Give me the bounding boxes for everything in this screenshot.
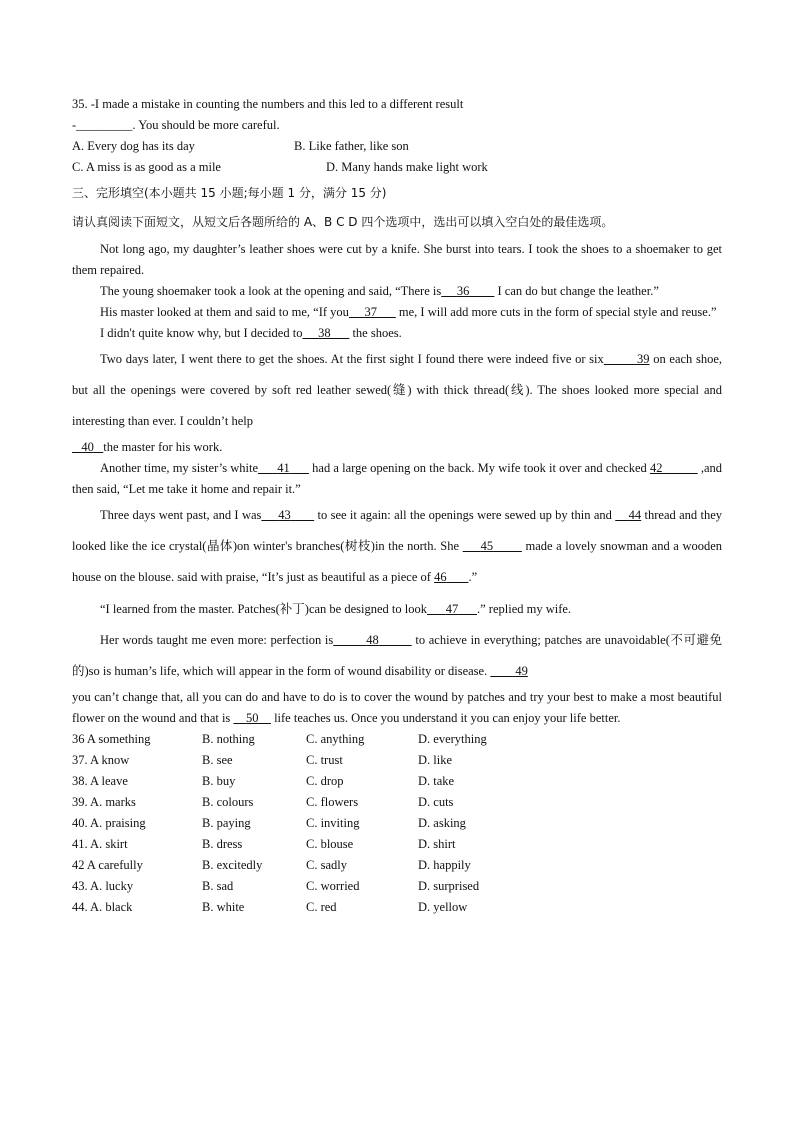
option-c: C. sadly <box>306 858 347 872</box>
option-c: C. inviting <box>306 816 360 830</box>
q35-option-c: C. A miss is as good as a mile <box>72 160 221 174</box>
blank-number: 37 <box>364 305 378 319</box>
q35-stem-line2: -_________. You should be more careful. <box>72 118 280 132</box>
passage-p5-cont <box>72 437 722 458</box>
options-42 <box>72 855 722 876</box>
q35-option-d: D. Many hands make light work <box>326 160 488 174</box>
option-b: B. nothing <box>202 732 255 746</box>
option-b: B. sad <box>202 879 234 893</box>
option-c: C. worried <box>306 879 360 893</box>
blank-38 <box>302 326 349 340</box>
text: life teaches us. Once you understand it you can enjoy your life better. <box>274 711 621 725</box>
option-a: 40. A. praising <box>72 816 146 830</box>
q35-options-row2 <box>72 157 722 178</box>
blank-48 <box>333 633 411 647</box>
passage-p6 <box>72 458 722 500</box>
text: the master for his work. <box>103 440 223 454</box>
option-a: 42 A carefully <box>72 858 143 872</box>
option-b: B. dress <box>202 837 243 851</box>
blank-45 <box>463 539 522 553</box>
text: His master looked at them and said to me, “If you <box>100 305 349 319</box>
text: the shoes. <box>352 326 402 340</box>
passage-p2 <box>72 281 722 302</box>
blank-number: 40 <box>81 440 94 454</box>
section-heading: 三、完形填空(本小题共 15 小题;每小题 1 分，满分 15 分) <box>72 186 387 200</box>
blank-49 <box>490 664 528 678</box>
blank-number: 43 <box>278 508 291 522</box>
blank-number: 44 <box>628 508 642 522</box>
passage-p5 <box>72 344 722 437</box>
passage-p3 <box>72 302 722 323</box>
passage-p7 <box>72 500 722 593</box>
blank-46 <box>434 570 468 584</box>
option-c: C. trust <box>306 753 343 767</box>
text: to achieve in everything; patches are unavoidable(不可避免的)so is human’s life, which will appear in the form of wound disability or disease. <box>72 633 723 678</box>
answer-options <box>72 729 722 918</box>
blank-37 <box>349 305 396 319</box>
option-b: B. colours <box>202 795 254 809</box>
options-43 <box>72 876 722 897</box>
blank-number: 39 <box>637 352 650 366</box>
text: ,and then said, “Let me take it home and repair it.” <box>72 461 723 496</box>
blank-number: 45 <box>480 539 494 553</box>
options-40 <box>72 813 722 834</box>
q35-option-a: A. Every dog has its day <box>72 139 195 153</box>
option-b: B. paying <box>202 816 251 830</box>
options-44 <box>72 897 722 918</box>
text: had a large opening on the back. My wife took it over and checked <box>312 461 647 475</box>
option-d: D. surprised <box>418 879 480 893</box>
options-38 <box>72 771 722 792</box>
text: .” <box>468 570 478 584</box>
options-39 <box>72 792 722 813</box>
passage-p8 <box>72 593 722 625</box>
option-c: C. anything <box>306 732 365 746</box>
blank-number: 46 <box>434 570 447 584</box>
blank-36 <box>441 284 494 298</box>
blank-number: 49 <box>515 664 528 678</box>
text: Three days went past, and I was <box>100 508 262 522</box>
passage-p9 <box>72 625 722 687</box>
option-a: 41. A. skirt <box>72 837 128 851</box>
options-36 <box>72 729 722 750</box>
passage-p4 <box>72 323 722 344</box>
blank-43 <box>261 508 314 522</box>
section-instruction: 请认真阅读下面短文，从短文后各题所给的 A、B C D 四个选项中，选出可以填入空白处的最佳选项。 <box>72 215 614 229</box>
blank-42 <box>650 461 698 475</box>
option-a: 36 A something <box>72 732 151 746</box>
blank-50 <box>233 711 271 725</box>
option-d: D. everything <box>418 732 487 746</box>
q35-stem-line1: 35. -I made a mistake in counting the numbers and this led to a different result <box>72 97 464 111</box>
q35-option-b: B. Like father, like son <box>294 139 409 153</box>
text: to see it again: all the openings were sewed up by thin and <box>317 508 612 522</box>
text: Two days later, I went there to get the shoes. At the first sight I found there were indeed five or six <box>100 352 604 366</box>
option-d: D. yellow <box>418 900 468 914</box>
text: I can do but change the leather.” <box>497 284 659 298</box>
text: .” replied my wife. <box>476 602 572 616</box>
option-a: 43. A. lucky <box>72 879 134 893</box>
text: Another time, my sister’s white <box>100 461 259 475</box>
text: Her words taught me even more: perfection is <box>100 633 334 647</box>
option-b: B. white <box>202 900 245 914</box>
cloze-passage <box>72 239 722 729</box>
option-b: B. see <box>202 753 233 767</box>
option-d: D. happily <box>418 858 471 872</box>
option-d: D. like <box>418 753 453 767</box>
blank-number: 42 <box>649 461 663 475</box>
blank-40 <box>72 440 103 454</box>
text: “I learned from the master. Patches(补丁)can be designed to look <box>100 602 427 616</box>
option-c: C. drop <box>306 774 344 788</box>
option-c: C. red <box>306 900 337 914</box>
option-c: C. flowers <box>306 795 359 809</box>
text: on each shoe, but all the openings were covered by soft red leather sewed(缝) with thick thread(线). The shoes looked more special and interesting than ever. I couldn’t help <box>72 352 723 428</box>
option-a: 39. A. marks <box>72 795 136 809</box>
option-d: D. asking <box>418 816 466 830</box>
options-41 <box>72 834 722 855</box>
blank-44 <box>615 508 641 522</box>
question-35 <box>72 94 722 178</box>
blank-number: 48 <box>366 633 379 647</box>
text: thread and they looked like the ice crystal(晶体)on winter's branches(树枝)in the north. She <box>72 508 723 553</box>
text: The young shoemaker took a look at the opening and said, “There is <box>100 284 442 298</box>
text: me, I will add more cuts in the form of special style and reuse.” <box>398 305 717 319</box>
option-b: B. excitedly <box>202 858 263 872</box>
option-d: D. take <box>418 774 455 788</box>
text: made a lovely snowman and a wooden house on the blouse. said with praise, “It’s just as beautiful as a piece of <box>72 539 723 584</box>
text: I didn't quite know why, but I decided to <box>100 326 303 340</box>
blank-number: 41 <box>277 461 290 475</box>
option-a: 44. A. black <box>72 900 133 914</box>
exam-page <box>72 94 722 918</box>
option-c: C. blouse <box>306 837 354 851</box>
options-37 <box>72 750 722 771</box>
blank-number: 47 <box>445 602 459 616</box>
option-a: 38. A leave <box>72 774 128 788</box>
blank-number: 38 <box>318 326 331 340</box>
q35-options-row1 <box>72 136 722 157</box>
text: you can’t change that, all you can do and have to do is to cover the wound by patches and try your best to make a most beautiful flower on the wound and that is <box>72 690 722 725</box>
option-a: 37. A know <box>72 753 130 767</box>
option-d: D. shirt <box>418 837 456 851</box>
blank-number: 36 <box>456 284 470 298</box>
option-d: D. cuts <box>418 795 454 809</box>
blank-41 <box>258 461 309 475</box>
passage-p9-cont <box>72 687 722 729</box>
blank-47 <box>427 602 477 616</box>
blank-number: 50 <box>245 711 259 725</box>
passage-p1: Not long ago, my daughter’s leather shoes were cut by a knife. She burst into tears. I took the shoes to a shoemaker to get them repaired. <box>72 242 722 277</box>
blank-39 <box>604 352 650 366</box>
option-b: B. buy <box>202 774 236 788</box>
